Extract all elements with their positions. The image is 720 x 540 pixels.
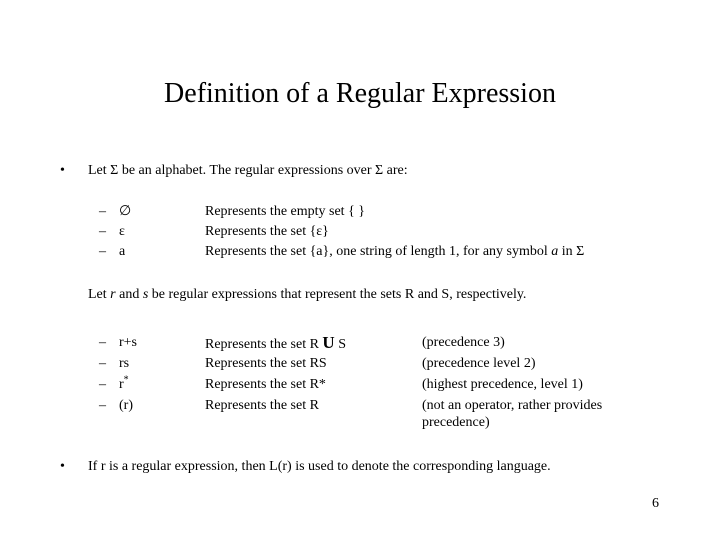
note-union: (precedence 3) xyxy=(422,335,505,350)
page-number: 6 xyxy=(652,496,659,511)
desc-concatenation: Represents the set RS xyxy=(205,356,327,371)
expr-epsilon: ε xyxy=(119,224,125,239)
regular-expressions-intro: Let r and s be regular expressions that represent the sets R and S, respectively. xyxy=(88,287,527,302)
language-definition: If r is a regular expression, then L(r) is used to denote the corresponding language. xyxy=(88,459,551,474)
expr-symbol-a: a xyxy=(119,244,126,259)
list-dash: – xyxy=(99,356,106,371)
bullet-intro: Let Σ be an alphabet. The regular expressions over Σ are: xyxy=(88,163,408,178)
list-dash: – xyxy=(99,224,106,239)
bullet-icon: • xyxy=(60,459,65,474)
desc-kleene-star: Represents the set R* xyxy=(205,377,326,392)
slide-title: Definition of a Regular Expression xyxy=(164,78,556,109)
expr-concatenation: rs xyxy=(119,356,130,371)
desc-empty-set: Represents the empty set { } xyxy=(205,204,366,219)
list-dash: – xyxy=(99,244,106,259)
note-kleene-star: (highest precedence, level 1) xyxy=(422,377,583,392)
list-dash: – xyxy=(99,335,106,350)
list-dash: – xyxy=(99,398,106,413)
desc-symbol-a: Represents the set {a}, one string of length 1, for any symbol a in Σ xyxy=(205,244,585,259)
note-concatenation: (precedence level 2) xyxy=(422,356,536,371)
desc-epsilon: Represents the set {ε} xyxy=(205,224,329,239)
expr-union: r+s xyxy=(119,335,138,350)
bullet-icon: • xyxy=(60,163,65,178)
list-dash: – xyxy=(99,377,106,392)
note-parentheses-line2: precedence) xyxy=(422,415,490,430)
desc-parentheses: Represents the set R xyxy=(205,398,319,413)
expr-kleene-star: r* xyxy=(119,374,129,392)
expr-empty-set: ∅ xyxy=(119,204,132,219)
list-dash: – xyxy=(99,204,106,219)
desc-union: Represents the set R U S xyxy=(205,333,346,352)
expr-parentheses: (r) xyxy=(119,398,133,413)
note-parentheses-line1: (not an operator, rather provides xyxy=(422,398,603,413)
